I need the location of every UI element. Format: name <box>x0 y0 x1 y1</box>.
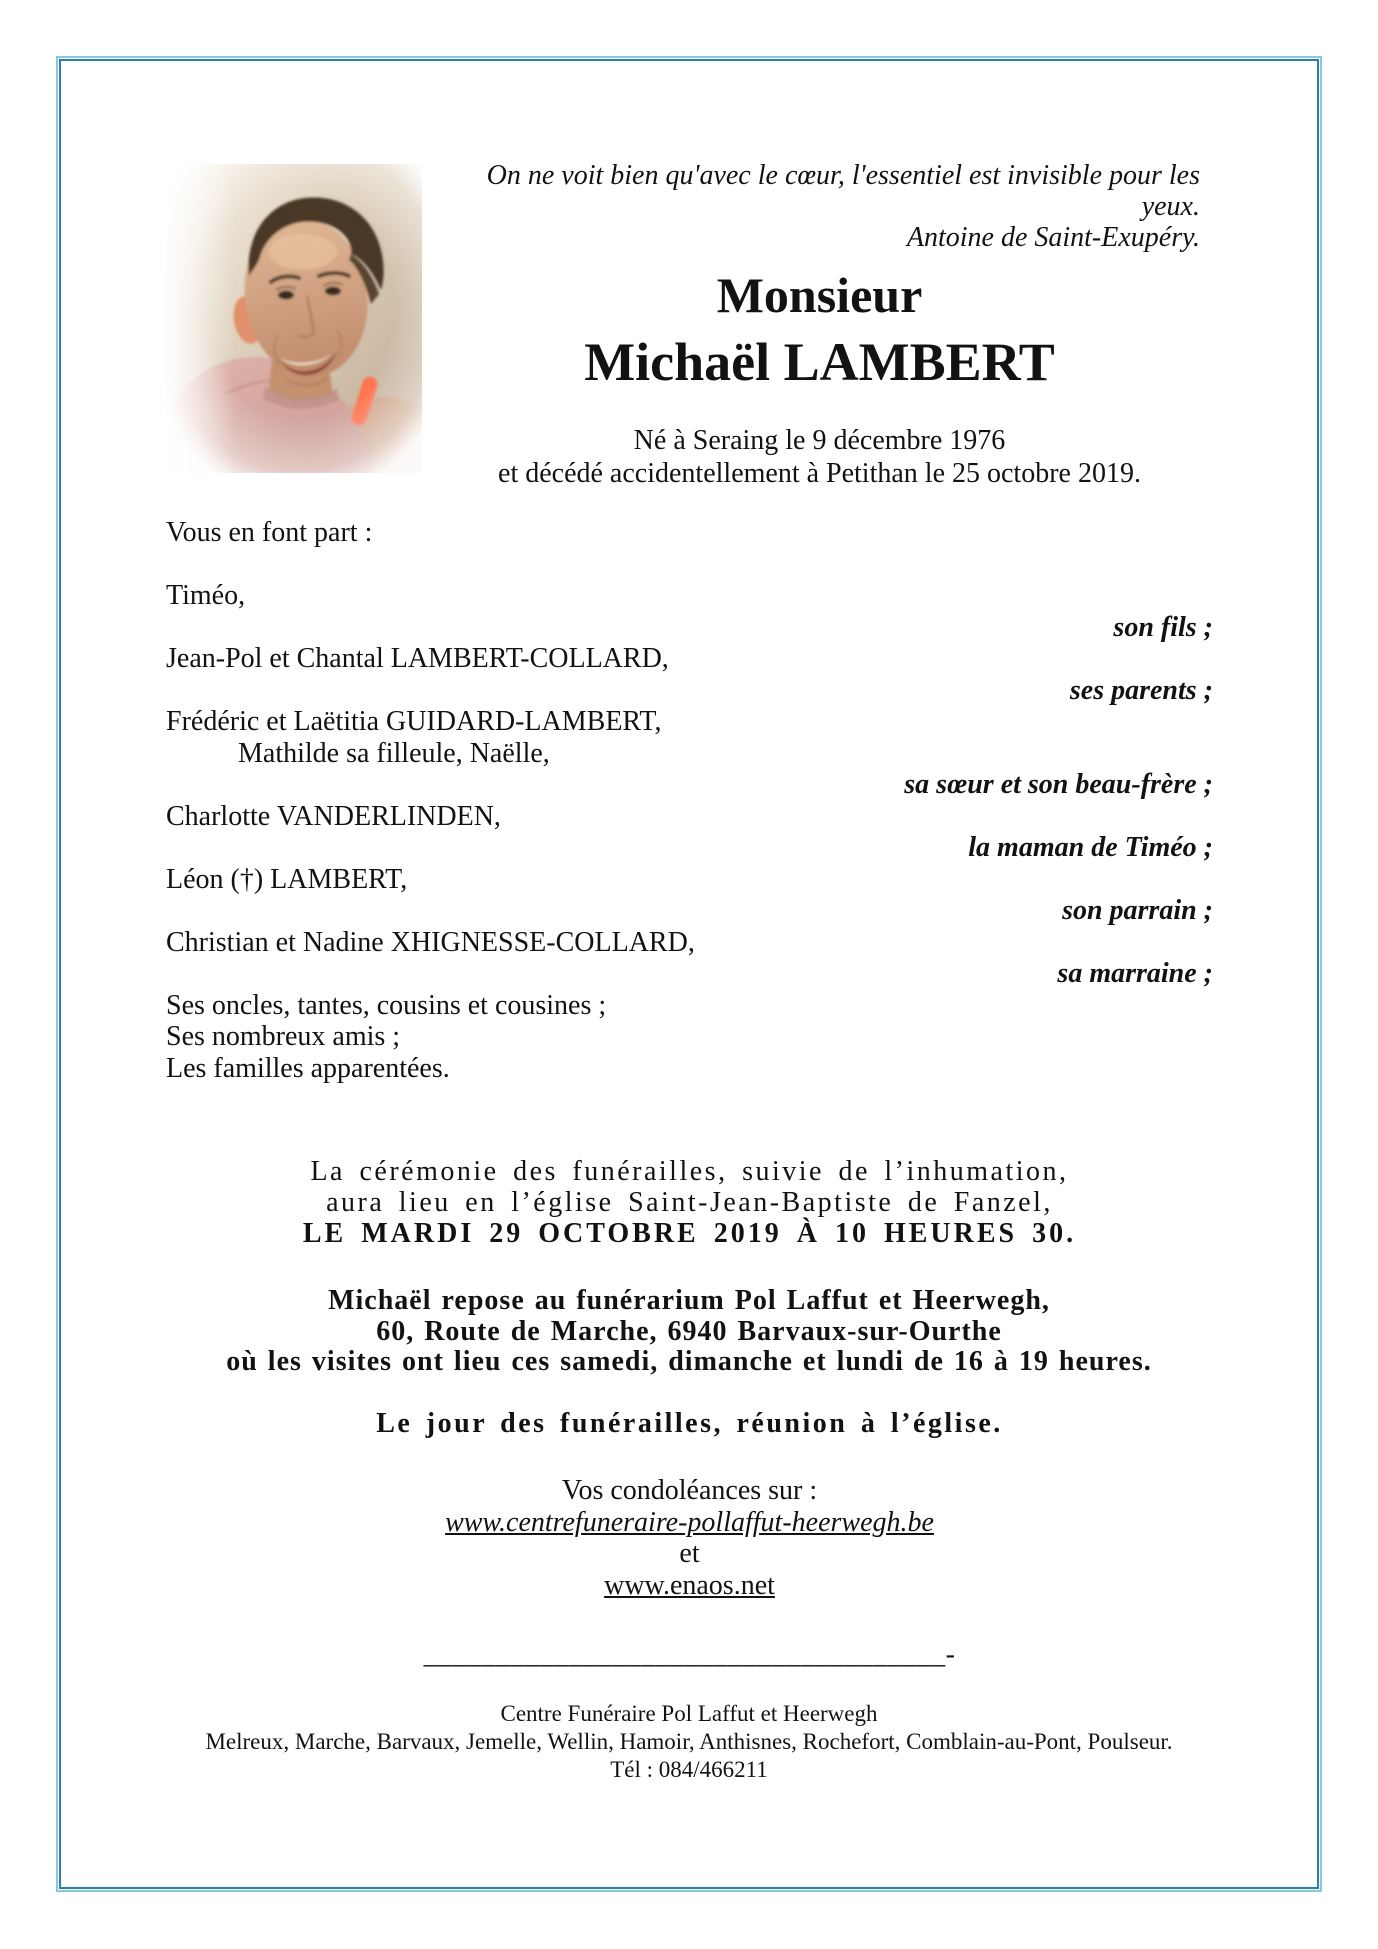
ceremony-line-spaced-bold: LE MARDI 29 OCTOBRE 2019 À 10 HEURES 30. <box>302 1218 1077 1249</box>
family-line-name: Christian et Nadine XHIGNESSE-COLLARD, <box>166 926 695 958</box>
condolences-conjunction: et <box>679 1538 700 1569</box>
ceremony-line-spaced: La cérémonie des funérailles, suivie de l’inhumation, <box>310 1156 1069 1187</box>
family-line-name: Charlotte VANDERLINDEN, <box>166 800 501 832</box>
family-line-relation: la maman de Timéo ; <box>968 832 1213 863</box>
footer-block <box>60 1700 1318 1784</box>
quote-line: On ne voit bien qu'avec le cœur, l'essentiel est invisible pour les yeux. <box>486 160 1200 222</box>
family-line-relation: sa sœur et son beau-frère ; <box>904 769 1213 800</box>
quote-attribution: Antoine de Saint-Exupéry. <box>906 222 1200 253</box>
separator-line: ____________________________________- <box>423 1639 956 1670</box>
death-line: et décédé accidentellement à Petithan le 25 octobre 2019. <box>498 458 1141 489</box>
family-line-name: Timéo, <box>166 580 246 611</box>
deceased-name: Michaël LAMBERT <box>584 332 1055 392</box>
family-line-relation: sa marraine ; <box>1057 958 1213 989</box>
repose-line-bold: Michaël repose au funérarium Pol Laffut et Heerwegh, <box>328 1285 1050 1316</box>
repose-line-bold: où les visites ont lieu ces samedi, dimanche et lundi de 16 à 19 heures. <box>226 1346 1152 1377</box>
ceremony-block <box>166 1156 1213 1249</box>
family-line-relation: son fils ; <box>1113 611 1213 643</box>
quote <box>430 160 1200 253</box>
birth-death-block <box>422 424 1217 490</box>
family-line-name-indent: Mathilde sa filleule, Naëlle, <box>238 737 550 769</box>
condolences-link-funeral-home[interactable]: www.centrefuneraire-pollaffut-heerwegh.be <box>445 1506 934 1538</box>
family-line-relation: son parrain ; <box>1062 895 1213 926</box>
condolences-link-enaos[interactable]: www.enaos.net <box>604 1569 775 1601</box>
family-announcement-list <box>166 517 1213 1084</box>
family-line-relation: ses parents ; <box>1069 674 1213 706</box>
deceased-honorific: Monsieur <box>716 267 923 323</box>
family-line-name: Jean-Pol et Chantal LAMBERT-COLLARD, <box>166 643 669 674</box>
family-line-name: Frédéric et Laëtitia GUIDARD-LAMBERT, <box>166 706 662 737</box>
family-line-name: Léon (†) LAMBERT, <box>166 863 408 895</box>
ceremony-line-spaced: aura lieu en l’église Saint-Jean-Baptiste de Fanzel, <box>326 1187 1053 1218</box>
family-line-name: Ses oncles, tantes, cousins et cousines ; <box>166 989 607 1021</box>
funeral-home-phone: Tél : 084/466211 <box>610 1757 768 1782</box>
family-line-name: Les familles apparentées. <box>166 1052 450 1084</box>
family-line-name: Vous en font part : <box>166 517 373 548</box>
repose-line-bold: 60, Route de Marche, 6940 Barvaux-sur-Ourthe <box>376 1315 1002 1347</box>
portrait-photo <box>165 164 422 473</box>
birth-line: Né à Seraing le 9 décembre 1976 <box>633 425 1006 456</box>
family-line-name: Ses nombreux amis ; <box>166 1021 401 1052</box>
funeral-home-name: Centre Funéraire Pol Laffut et Heerwegh <box>500 1701 878 1726</box>
funeral-day-meeting-line: Le jour des funérailles, réunion à l’église. <box>376 1408 1003 1439</box>
deceased-title-block <box>422 264 1217 398</box>
funeral-home-locations: Melreux, Marche, Barvaux, Jemelle, Wellin, Hamoir, Anthisnes, Rochefort, Comblain-au-Pont, Poulseur. <box>205 1729 1173 1754</box>
condolences-block <box>166 1475 1213 1601</box>
family-line-blank <box>166 549 1213 581</box>
repose-block <box>120 1286 1258 1378</box>
condolences-intro: Vos condoléances sur : <box>561 1475 818 1506</box>
